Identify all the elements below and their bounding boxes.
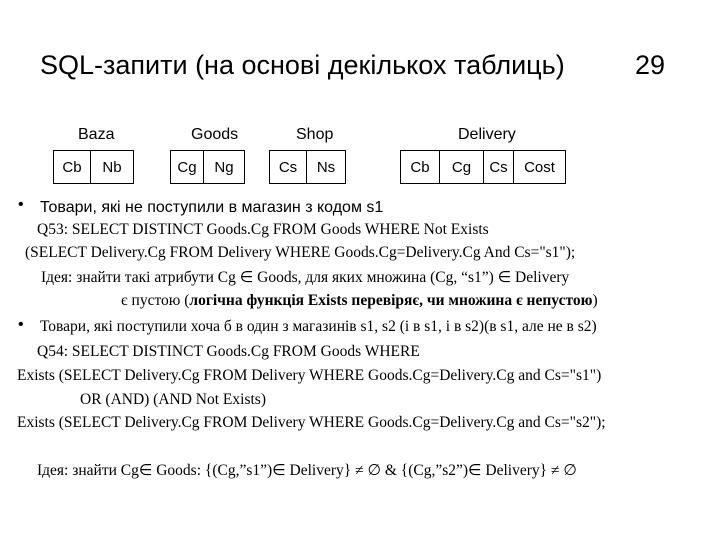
bullet-text-2: Товари, які поступили хоча б в один з магазинів s1, s2 (і в s1, і в s2)(в s1, але не в s2) bbox=[40, 318, 597, 335]
table-shop bbox=[269, 150, 346, 184]
query-q53-line2: (SELECT Delivery.Cg FROM Delivery WHERE Goods.Cg=Delivery.Cg And Cs="s1"); bbox=[25, 244, 576, 261]
bullet-icon: • bbox=[18, 316, 24, 333]
table-cell: Cs bbox=[483, 151, 513, 183]
table-label-goods: Goods bbox=[191, 126, 239, 143]
table-cell: Nb bbox=[90, 151, 133, 183]
table-cell: Cg bbox=[439, 151, 483, 183]
idea-1-suffix: ) bbox=[592, 292, 598, 309]
page-number: 29 bbox=[635, 50, 666, 80]
table-cell: Ns bbox=[306, 151, 345, 183]
table-cell: Cg bbox=[177, 158, 197, 176]
table-baza bbox=[53, 150, 134, 184]
table-label-delivery: Delivery bbox=[458, 126, 516, 143]
bullet-text-1: Товари, які не поступили в магазин з кодом s1 bbox=[40, 199, 384, 216]
idea-1-prefix: є пустою ( bbox=[121, 292, 190, 309]
table-cell: Ng bbox=[203, 151, 244, 183]
query-q54-line1: Q54: SELECT DISTINCT Goods.Cg FROM Goods WHERE bbox=[37, 343, 420, 360]
table-cell: Cb bbox=[410, 158, 430, 176]
table-cell: Cost bbox=[513, 151, 565, 183]
table-cell: Cb bbox=[62, 158, 82, 176]
table-goods bbox=[170, 150, 245, 184]
idea-1-line1: Ідея: знайти такі атрибути Cg ∈ Goods, для яких множина (Cg, “s1”) ∈ Delivery bbox=[41, 269, 570, 286]
query-q54-line2: Exists (SELECT Delivery.Cg FROM Delivery WHERE Goods.Cg=Delivery.Cg and Cs="s1") bbox=[17, 367, 602, 384]
table-label-shop: Shop bbox=[296, 126, 334, 143]
query-q53-line1: Q53: SELECT DISTINCT Goods.Cg FROM Goods WHERE Not Exists bbox=[37, 221, 489, 238]
idea-1-emphasis: логічна функція Exists перевіряє, чи множина є непустою bbox=[189, 292, 593, 309]
query-q54-line3: OR (AND) (AND Not Exists) bbox=[80, 391, 266, 408]
bullet-icon: • bbox=[18, 196, 24, 213]
idea-2: Ідея: знайти Cg∈ Goods: {(Cg,”s1”)∈ Delivery} ≠ ∅ & {(Cg,”s2”)∈ Delivery} ≠ ∅ bbox=[37, 462, 577, 479]
idea-1-line2 bbox=[121, 292, 598, 310]
slide-title: SQL-запити (на основі декількох таблиць) bbox=[40, 50, 565, 80]
table-label-baza: Baza bbox=[78, 126, 115, 143]
table-cell: Cs bbox=[278, 158, 298, 176]
table-delivery bbox=[400, 150, 566, 184]
query-q54-line4: Exists (SELECT Delivery.Cg FROM Delivery WHERE Goods.Cg=Delivery.Cg and Cs="s2"); bbox=[17, 414, 606, 431]
